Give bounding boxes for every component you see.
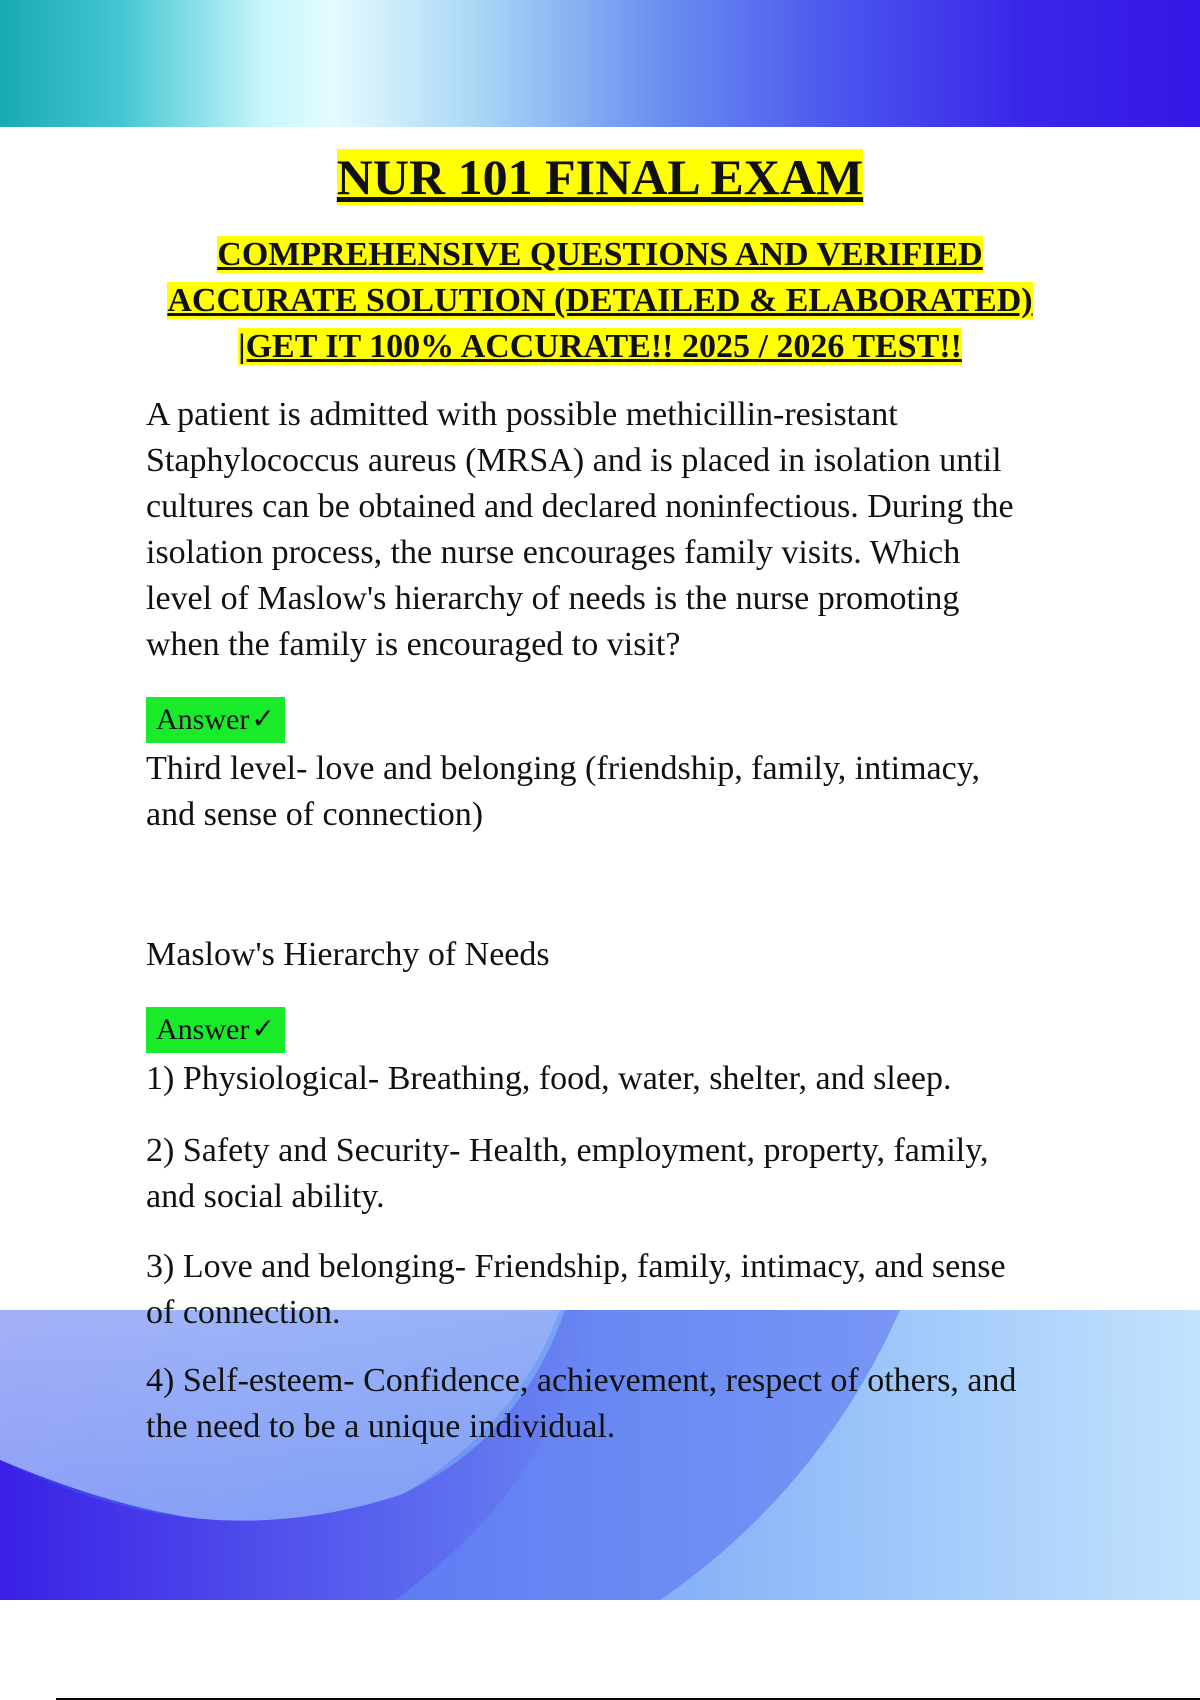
checkmark-icon: ✓ bbox=[251, 704, 275, 735]
hierarchy-item-4: 4) Self-esteem- Confidence, achievement, respect of others, and the need to be a unique individual. bbox=[146, 1362, 1017, 1445]
subtitle-line: |GET IT 100% ACCURATE!! 2025 / 2026 TEST!! bbox=[238, 328, 962, 365]
hierarchy-item-3: 3) Love and belonging- Friendship, family, intimacy, and sense of connection. bbox=[146, 1248, 1006, 1331]
page-subtitle bbox=[0, 232, 1200, 370]
banner-swoosh-graphic bbox=[0, 1310, 1200, 1600]
answer-1-text: Third level- love and belonging (friendship, family, intimacy, and sense of connection) bbox=[146, 750, 981, 833]
bottom-decorative-banner bbox=[0, 1310, 1200, 1600]
hierarchy-item-1: 1) Physiological- Breathing, food, water, shelter, and sleep. bbox=[146, 1060, 952, 1097]
hierarchy-item-2: 2) Safety and Security- Health, employment, property, family, and social ability. bbox=[146, 1132, 989, 1215]
question-1-text: A patient is admitted with possible methicillin-resistant Staphylococcus aureus (MRSA) and is placed in isolation until cultures can be obtained and declared noninfectious. During the isolation process, the nurse encourages family visits. Which level of Maslow's hierarchy of needs is the nurse promoting when the family is encouraged to visit? bbox=[146, 396, 1014, 663]
top-decorative-banner bbox=[0, 0, 1200, 127]
checkmark-icon: ✓ bbox=[251, 1014, 275, 1045]
question-2-text: Maslow's Hierarchy of Needs bbox=[146, 936, 550, 973]
subtitle-line: ACCURATE SOLUTION (DETAILED & ELABORATED) bbox=[167, 282, 1033, 319]
answer-label-1: Answer ✓ bbox=[146, 697, 285, 743]
answer-label-2: Answer ✓ bbox=[146, 1007, 285, 1053]
subtitle-line: COMPREHENSIVE QUESTIONS AND VERIFIED bbox=[217, 236, 983, 273]
page-title: NUR 101 FINAL EXAM bbox=[336, 149, 864, 205]
